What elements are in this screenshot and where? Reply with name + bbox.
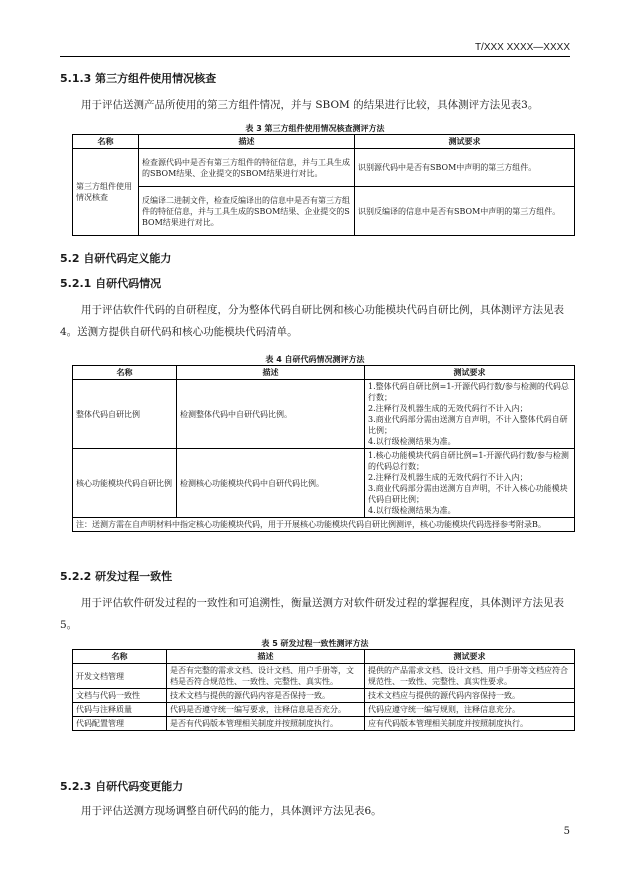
- col-header-desc: 描述: [139, 135, 355, 149]
- para-5-2-3: 用于评估送测方现场调整自研代码的能力，具体测评方法见表6。: [81, 805, 382, 817]
- para-5-2-1: 用于评估软件代码的自研程度，分为整体代码自研比例和核心功能模块代码自研比例，具体测评方法见表4。送测方提供自研代码和核心功能模块代码清单。: [60, 304, 564, 338]
- table4-caption: 表 4 自研代码情况测评方法: [265, 355, 365, 364]
- row-name: 核心功能模块代码自研比例: [73, 449, 177, 518]
- table-row: [73, 149, 575, 187]
- row-name: 第三方组件使用情况核查: [73, 149, 139, 236]
- row-name: 整体代码自研比例: [73, 380, 177, 449]
- req-item: 3.商业代码部分需由送测方自声明，不计入核心功能模块代码自研比例；: [368, 484, 568, 504]
- row-req: 识别反编译的信息中是否有SBOM中声明的第三方组件。: [355, 187, 575, 236]
- table5: [72, 649, 575, 731]
- row-req: 技术文档应与提供的源代码内容保持一致。: [365, 689, 575, 703]
- table-row: [73, 449, 575, 518]
- req-item: 1.核心功能模块代码自研比例=1-开源代码行数/参与检测的代码总行数；: [368, 451, 569, 471]
- col-header-req: 测试要求: [355, 135, 575, 149]
- row-name: 代码与注释质量: [73, 703, 167, 717]
- req-item: 2.注释行及机器生成的无效代码行不计入内；: [368, 473, 528, 482]
- col-header-name: 名称: [73, 135, 139, 149]
- heading-5-2-3: 5.2.3 自研代码变更能力: [60, 780, 184, 793]
- table-header-row: [73, 366, 575, 380]
- table-note: 注：送测方需在自声明材料中指定核心功能模块代码，用于开展核心功能模块代码自研比例测评，核心功能模块代码选择参考附录B。: [73, 518, 575, 532]
- para-5-1-3: 用于评估送测产品所使用的第三方组件情况，并与 SBOM 的结果进行比较，具体测评方法见表3。: [81, 99, 539, 111]
- row-name: 开发文档管理: [73, 664, 167, 689]
- row-name: 文档与代码一致性: [73, 689, 167, 703]
- table4: [72, 365, 575, 532]
- row-desc: 检测整体代码中自研代码比例。: [177, 380, 365, 449]
- table-row: [73, 703, 575, 717]
- heading-5-2: 5.2 自研代码定义能力: [60, 252, 172, 265]
- table-row: [73, 380, 575, 449]
- row-desc: 反编译二进制文件，检查反编译出的信息中是否有第三方组件的特征信息，并与工具生成的SBOM结果、企业提交的SBOM结果进行对比。: [139, 187, 355, 236]
- row-req: 识别源代码中是否有SBOM中声明的第三方组件。: [355, 149, 575, 187]
- table-header-row: [73, 135, 575, 149]
- row-req: 应有代码版本管理相关制度并按照制度执行。: [365, 717, 575, 731]
- table3: [72, 134, 575, 236]
- page-number: 5: [563, 826, 570, 837]
- req-item: 1.整体代码自研比例=1-开源代码行数/参与检测的代码总行数；: [368, 382, 569, 402]
- table-note-row: [73, 518, 575, 532]
- req-item: 4.以行级检测结果为准。: [368, 437, 456, 446]
- table5-caption: 表 5 研发过程一致性测评方法: [261, 639, 369, 648]
- heading-5-2-2: 5.2.2 研发过程一致性: [60, 570, 173, 583]
- row-desc: 技术文档与提供的源代码内容是否保持一致。: [167, 689, 365, 703]
- col-header-name: 名称: [73, 650, 167, 664]
- row-req: [365, 449, 575, 518]
- table3-caption: 表 3 第三方组件使用情况核查测评方法: [245, 124, 385, 133]
- col-header-desc: 描述: [167, 650, 365, 664]
- row-desc: 检测核心功能模块代码中自研代码比例。: [177, 449, 365, 518]
- para-5-2-2: 用于评估软件研发过程的一致性和可追溯性，衡量送测方对软件研发过程的掌握程度，具体测评方法见表5。: [60, 597, 564, 631]
- row-req: 提供的产品需求文档、设计文档、用户手册等文档应符合规范性、一致性、完整性、真实性要求。: [365, 664, 575, 689]
- table-header-row: [73, 650, 575, 664]
- row-req: 代码应遵守统一编写规则，注释信息充分。: [365, 703, 575, 717]
- row-req: [365, 380, 575, 449]
- col-header-name: 名称: [73, 366, 177, 380]
- req-item: 2.注释行及机器生成的无效代码行不计入内；: [368, 404, 528, 413]
- col-header-desc: 描述: [177, 366, 365, 380]
- row-desc: 代码是否遵守统一编写要求，注释信息是否充分。: [167, 703, 365, 717]
- req-item: 4.以行级检测结果为准。: [368, 506, 456, 515]
- table-row: [73, 187, 575, 236]
- row-desc: 检查源代码中是否有第三方组件的特征信息，并与工具生成的SBOM结果、企业提交的SBOM结果进行对比。: [139, 149, 355, 187]
- table-row: [73, 689, 575, 703]
- header-rule: [60, 56, 570, 57]
- col-header-req: 测试要求: [365, 650, 575, 664]
- req-item: 3.商业代码部分需由送测方自声明，不计入整体代码自研比例；: [368, 415, 568, 435]
- row-desc: 是否有完整的需求文档、设计文档、用户手册等，文档是否符合规范性、一致性、完整性、真实性。: [167, 664, 365, 689]
- row-desc: 是否有代码版本管理相关制度并按照制度执行。: [167, 717, 365, 731]
- table-row: [73, 664, 575, 689]
- col-header-req: 测试要求: [365, 366, 575, 380]
- row-name: 代码配置管理: [73, 717, 167, 731]
- heading-5-2-1: 5.2.1 自研代码情况: [60, 277, 162, 290]
- doc-code: T/XXX XXXX—XXXX: [474, 42, 570, 53]
- heading-5-1-3: 5.1.3 第三方组件使用情况核查: [60, 72, 217, 85]
- table-row: [73, 717, 575, 731]
